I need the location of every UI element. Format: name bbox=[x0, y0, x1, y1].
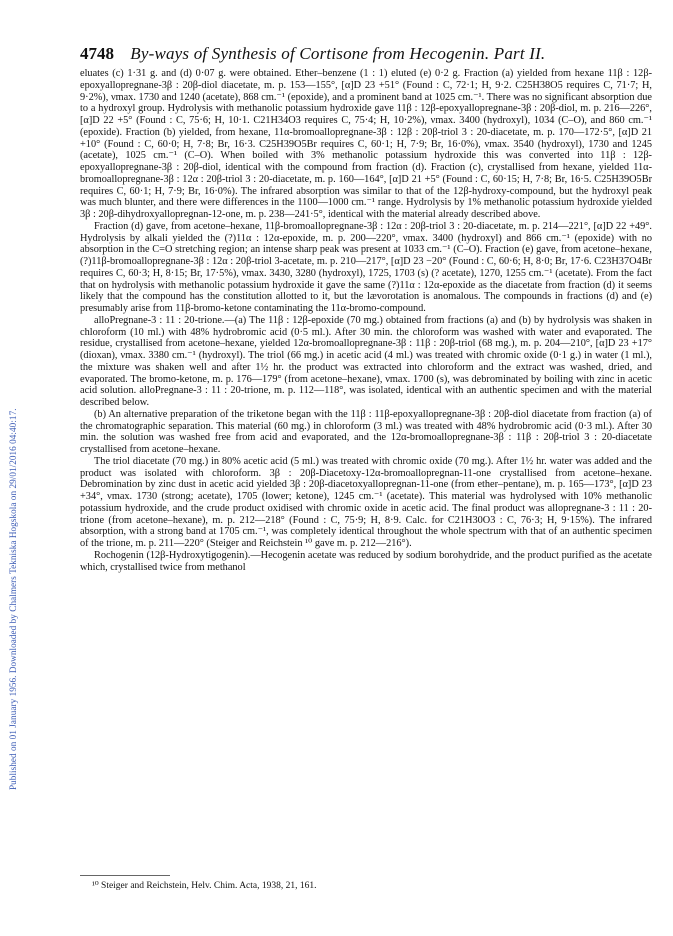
paragraph: Fraction (d) gave, from acetone–hexane, 11β-bromoallopregnane-3β : 12α : 20β-triol 3 : 20-diacetate, m. p. 214—221°, [α]D 22 +49°. Hydrolysis by alkali yielded the (?)11α : 12α-epoxide, m. p. 200—220°, νmax. 3400 (hydroxyl) and 866 cm.⁻¹ (epoxide) with no absorption in the C=O stretching region; an intense sharp peak was present at 1033 cm.⁻¹ (C–O). Fraction (e) gave, from acetone–hexane, (?)11β-bromoallopregnane-3β : 12α : 20β-triol 3-acetate, m. p. 210—217°, [α]D 23 −20° (Found : C, 60·6; H, 8·0; Br, 17·6. C23H37O4Br requires C, 60·3; H, 8·15; Br, 17·5%), νmax. 3430, 3280 (hydroxyl), 1725, 1703 (s) (? acetate), 1270, 1255 cm.⁻¹ (acetate). From the fact that on hydrolysis with methanolic potassium hydroxide it gave the same (?)11α : 12α-epoxide as the diacetate from fraction (d) it seems likely that the compound has the constitution allotted to it, but the lævorotation is anomalous. The compounds in fractions (d) and (e) presumably arise from 11β-bromo-ketone contaminating the 11α-bromo-compound. bbox=[80, 220, 652, 314]
running-header bbox=[80, 44, 640, 68]
paragraph: The triol diacetate (70 mg.) in 80% acetic acid (5 ml.) was treated with chromic oxide (70 mg.). After 1½ hr. water was added and the product was isolated with chloroform. 3β : 20β-Diacetoxy-12α-bromoallopregnan-11-one crystallised from acetone–hexane. Debromination by zinc dust in acetic acid yielded 3β : 20β-diacetoxyallopregnan-11-one (from ether–pentane), m. p. 165—173°, [α]D 23 +34°, νmax. 1730 (strong; acetate), 1705 (lower; ketone), 1245 cm.⁻¹ (acetate). This material was hydrolysed with 10% methanolic potassium hydroxide, and the crude product oxidised with chromic oxide in acetic acid. The final product was allopregnane-3 : 11 : 20-trione (from acetone–hexane), m. p. 212—218° (Found : C, 75·9; H, 8·9. Calc. for C21H30O3 : C, 76·3; H, 9·15%). The infrared absorption, with a strong band at 1705 cm.⁻¹, was completely identical throughout the whole spectrum with that of an authentic specimen of the trione, m. p. 211—220° (Steiger and Reichstein ¹⁰ gave m. p. 212—216°). bbox=[80, 455, 652, 549]
paragraph: Rochogenin (12β-Hydroxytigogenin).—Hecogenin acetate was reduced by sodium borohydride, and the product purified as the acetate which, crystallised twice from methanol bbox=[80, 549, 652, 573]
article-body bbox=[80, 68, 652, 573]
paragraph: (b) An alternative preparation of the triketone began with the 11β : 11β-epoxyallopregnane-3β : 20β-diol diacetate from fraction (a) of the chromatographic separation. This material (60 mg.) in chloroform (3 ml.) was treated with 48% hydrobromic acid (0·3 ml.). After 30 min. the solution was washed free from acid and evaporated, and the 12α-bromoallopregnane-3β : 11β : 20β-triol 3 : 20-diacetate crystallised from acetone–hexane. bbox=[80, 408, 652, 455]
paragraph: alloPregnane-3 : 11 : 20-trione.—(a) The 11β : 12β-epoxide (70 mg.) obtained from fractions (a) and (b) by hydrolysis was shaken in chloroform (10 ml.) with 48% hydrobromic acid (0·5 ml.). After 30 min. the chloroform was washed with water and evaporated. The residue, crystallised from acetone–hexane, yielded 12α-bromoallopregnane-3β : 11β : 20β-triol (68 mg.), m. p. 204—210°, [α]D 23 +17° (dioxan), νmax. 3380 cm.⁻¹ (hydroxyl). The triol (66 mg.) in acetic acid (4 ml.) was treated with chromic oxide (0·1 g.) in water (1 ml.), the mixture was shaken well and after 1½ hr. the product was extracted into chloroform and the extract was washed, dried, and evaporated. The bromo-ketone, m. p. 176—179° (from acetone–hexane), νmax. 1700 (s), was debrominated by boiling with zinc in acetic acid solution. alloPregnane-3 : 11 : 20-trione, m. p. 112—118°, was isolated, identical with an authentic specimen and with the material described below. bbox=[80, 314, 652, 408]
publication-sidebar-note: Published on 01 January 1956. Downloaded by Chalmers Tekniska Hogskola on 29/01/2016 04:40:17. bbox=[8, 408, 18, 790]
paragraph: eluates (c) 1·31 g. and (d) 0·07 g. were obtained. Ether–benzene (1 : 1) eluted (e) 0·2 g. Fraction (a) yielded from hexane 11β : 12β-epoxyallopregnane-3β : 20β-diol diacetate, m. p. 153—155°, [α]D 23 +51° (Found : C, 72·1; H, 9·2. C25H38O5 requires C, 71·7; H, 9·2%), νmax. 1730 and 1240 (acetate), 868 cm.⁻¹ (epoxide), and a prominent band at 1025 cm.⁻¹. There was no significant absorption due to a hydroxyl group. Hydrolysis with methanolic potassium hydroxide gave 11β : 12β-epoxyallopregnane-3β : 20β-diol, m. p. 216—226°, [α]D 22 +5° (Found : C, 75·6; H, 10·1. C21H34O3 requires C, 75·4; H, 10·2%), νmax. 3400 (hydroxyl), 1034 (C–O), and 860 cm.⁻¹ (epoxide). Fraction (b) yielded, from hexane, 11α-bromoallopregnane-3β : 12β : 20β-triol 3 : 20-diacetate, m. p. 170—172·5°, [α]D 21 +10° (Found : C, 60·0; H, 7·8; Br, 16·3. C25H39O5Br requires C, 60·1; H, 7·9; Br, 16·0%), νmax. 3540 (hydroxyl), 1730 and 1245 (acetate), 1025 cm.⁻¹ (C–O). When boiled with 3% methanolic potassium hydroxide this was converted into 11β : 12β-epoxyallopregnane-3β : 20β-diol, identical with the compound from fraction (d). Fraction (c), crystallised from hexane, yielded 11α-bromoallopregnane-3β : 12α : 20β-triol 3 : 20-diacetate, m. p. 160—164°, [α]D 21 +5° (Found : C, 60·15; H, 7·8; Br, 16·5. C25H39O5Br requires C, 60·1; H, 7·9; Br, 16·0%). The infrared absorption was similar to that of the 12β-hydroxy-compound, but the hydroxyl peak was much blunter, and there were differences in the 1100—1000 cm.⁻¹ range. Hydrolysis by 1% methanolic potassium hydroxide yielded 3β : 20β-dihydroxyallopregnan-12-one, m. p. 238—241·5°, identical with the material already described above. bbox=[80, 68, 652, 220]
running-title: By-ways of Synthesis of Cortisone from Hecogenin. Part II. bbox=[130, 44, 546, 63]
footnote: ¹⁰ Steiger and Reichstein, Helv. Chim. Acta, 1938, 21, 161. bbox=[92, 881, 317, 891]
page-number: 4748 bbox=[80, 44, 114, 63]
footnote-rule bbox=[80, 875, 170, 876]
